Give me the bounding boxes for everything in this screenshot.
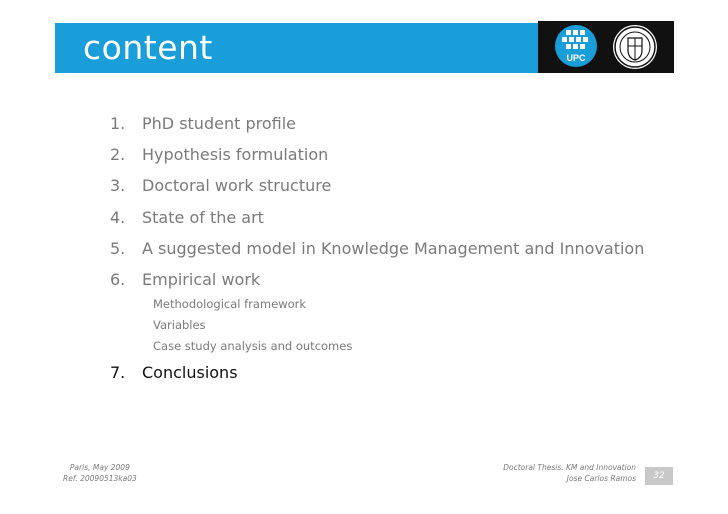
toc-label: Hypothesis formulation — [142, 145, 329, 164]
toc-number: 7. — [110, 363, 126, 382]
footer-thesis-title: Doctoral Thesis. KM and Innovation — [503, 463, 636, 472]
toc-number: 1. — [110, 114, 126, 133]
toc-label: Empirical work — [142, 270, 261, 289]
slide-title: content — [83, 28, 213, 67]
toc-number: 2. — [110, 145, 126, 164]
footer-left — [63, 462, 137, 484]
footer-date: Paris, May 2009 — [69, 463, 130, 472]
footer-author: Jose Carlos Ramos — [566, 474, 636, 483]
toc-number: 4. — [110, 208, 126, 227]
upc-logo-text: UPC — [566, 53, 586, 63]
toc-label: PhD student profile — [142, 114, 296, 133]
toc-subitem: Variables — [153, 318, 206, 332]
toc-label: Conclusions — [142, 363, 238, 382]
toc-subitem: Case study analysis and outcomes — [153, 339, 353, 353]
toc-label: A suggested model in Knowledge Management and Innovation — [142, 239, 645, 258]
university-seal-icon — [612, 24, 658, 70]
toc-subitem: Methodological framework — [153, 297, 307, 311]
toc-number: 3. — [110, 176, 126, 195]
toc-label: Doctoral work structure — [142, 176, 332, 195]
page-number-badge: 32 — [645, 467, 673, 485]
upc-logo-icon — [554, 24, 598, 68]
footer-right — [470, 462, 636, 484]
toc-number: 5. — [110, 239, 126, 258]
toc-label: State of the art — [142, 208, 264, 227]
toc-number: 6. — [110, 270, 126, 289]
footer-reference: Ref. 20090513ka03 — [63, 474, 137, 483]
